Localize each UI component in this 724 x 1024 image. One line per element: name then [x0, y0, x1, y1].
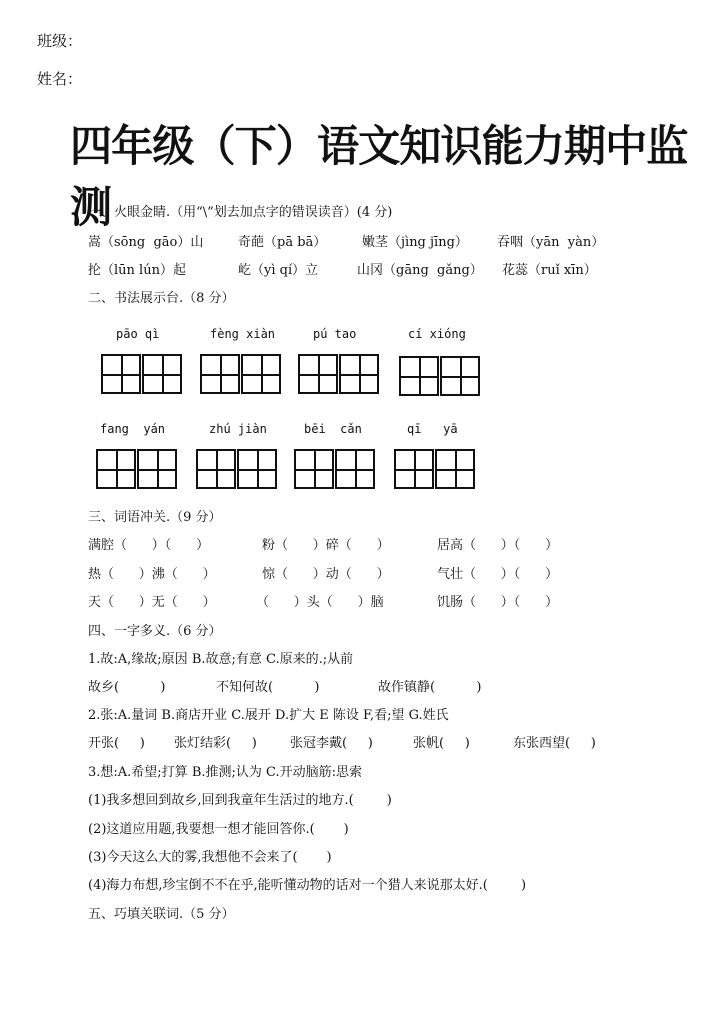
word-blank: 热（ ）沸（ ） [88, 567, 216, 582]
pinyin-item: 嵩（sōng gāo）山 [88, 235, 204, 250]
pinyin-label: qī yā [407, 422, 458, 436]
section-2-heading: 二、书法展示台.（8 分） [88, 291, 235, 306]
word-blank: 惊（ ）动（ ） [262, 567, 390, 582]
pinyin-item: 吞咽（yān yàn） [497, 235, 605, 250]
writing-grid [298, 354, 379, 394]
word-blank: 气壮（ ）（ ） [437, 567, 559, 582]
pinyin-item: 奇葩（pā bā） [238, 235, 327, 250]
word-blank: 居高（ ）（ ） [437, 538, 559, 553]
sentence-item: (1)我多想回到故乡,回到我童年生活过的地方.( ) [88, 793, 392, 808]
word-blank: 粉（ ）碎（ ） [262, 538, 390, 553]
pinyin-item: 屹（yì qí）立 [238, 263, 319, 278]
question-3: 3.想:A.希望;打算 B.推测;认为 C.开动脑筋:思索 [88, 765, 363, 780]
section-4-heading: 四、一字多义.（6 分） [88, 624, 222, 639]
writing-grid [101, 354, 182, 394]
pinyin-label: bēi cǎn [304, 422, 362, 436]
pinyin-item: 山冈（gāng gǎng） [357, 263, 483, 278]
writing-grid [196, 449, 277, 489]
writing-grid [200, 354, 281, 394]
section-3-heading: 三、词语冲关.（9 分） [88, 510, 222, 525]
writing-grid [399, 356, 480, 396]
sentence-item: (4)海力布想,珍宝倒不不在乎,能听懂动物的话对一个猎人来说那太好.( ) [88, 878, 527, 893]
pinyin-label: zhú jiàn [209, 422, 267, 436]
name-label: 姓名： [37, 70, 83, 88]
section-1-heading: 一、火眼金睛.（用“\”划去加点字的错误读音）(4 分) [88, 205, 393, 220]
question-1: 1.故:A,缘故;原因 B.故意;有意 C.原来的.;从前 [88, 652, 354, 667]
answer-blank: 张灯结彩( ) [174, 736, 257, 751]
class-label: 班级： [37, 32, 83, 50]
pinyin-item: 抡（lūn lún）起 [88, 263, 186, 278]
answer-blank: 开张( ) [88, 736, 145, 751]
sentence-item: (2)这道应用题,我要想一想才能回答你.( ) [88, 822, 349, 837]
word-blank: 饥肠（ ）（ ） [437, 595, 559, 610]
sentence-item: (3)今天这么大的雾,我想他不会来了( ) [88, 850, 332, 865]
writing-grid [294, 449, 375, 489]
answer-blank: 故作镇静( ) [378, 680, 482, 695]
page-title: 四年级（下）语文知识能力期中监测 [70, 122, 688, 233]
pinyin-label: pāo qì [116, 327, 160, 341]
word-blank: （ ）头（ ）脑 [256, 595, 384, 610]
writing-grid [96, 449, 177, 489]
pinyin-label: cí xióng [408, 327, 466, 341]
pinyin-item: 嫩茎（jìng jīng） [362, 235, 468, 250]
section-5-heading: 五、巧填关联词.（5 分） [88, 907, 235, 922]
pinyin-label: fang yán [100, 422, 166, 436]
answer-blank: 张帆( ) [413, 736, 470, 751]
question-2: 2.张:A.量词 B.商店开业 C.展开 D.扩大 E 陈设 F,看;望 G.姓氏 [88, 708, 449, 723]
pinyin-item: 花蕊（ruǐ xīn） [502, 263, 597, 278]
word-blank: 满腔（ ）（ ） [88, 538, 210, 553]
answer-blank: 故乡( ) [88, 680, 166, 695]
pinyin-label: fèng xiàn [210, 327, 276, 341]
answer-blank: 东张西望( ) [513, 736, 596, 751]
word-blank: 天（ ）无（ ） [88, 595, 216, 610]
writing-grid [394, 449, 475, 489]
pinyin-label: pú tao [313, 327, 357, 341]
answer-blank: 张冠李戴( ) [290, 736, 373, 751]
answer-blank: 不知何故( ) [216, 680, 320, 695]
